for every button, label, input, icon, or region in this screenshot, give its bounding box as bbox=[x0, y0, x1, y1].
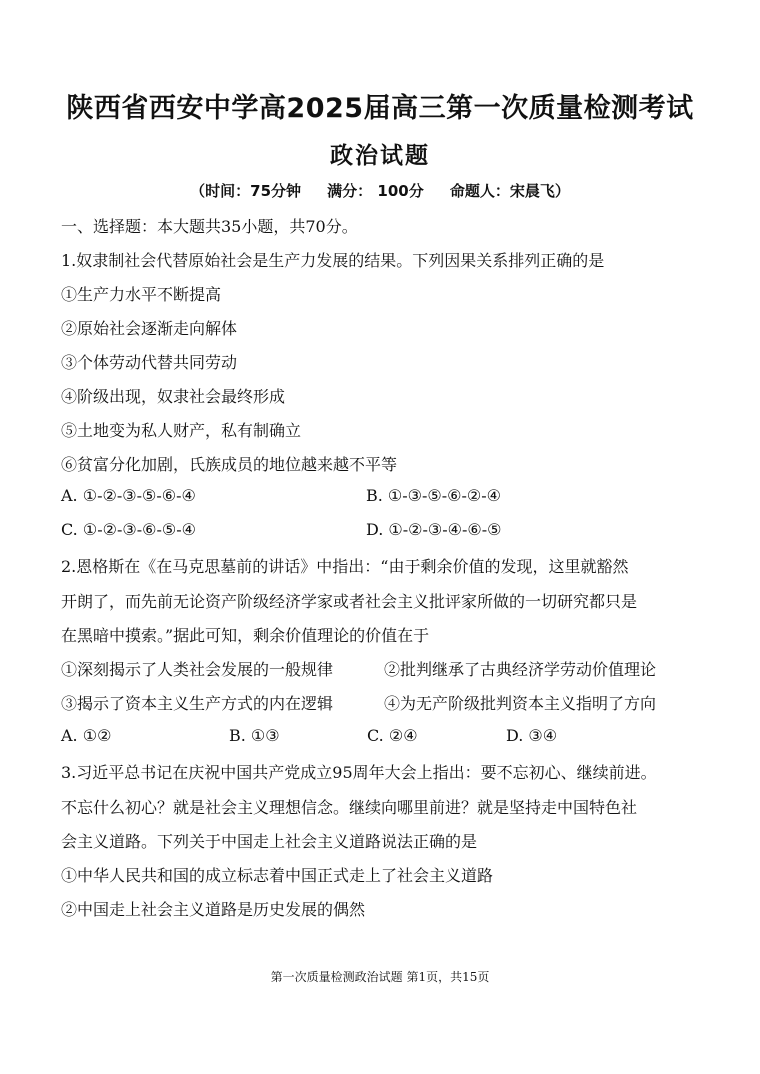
question-2-option-a: A. ①② bbox=[61, 726, 112, 745]
exam-title: 陕西省西安中学高2025届高三第一次质量检测考试 bbox=[66, 93, 694, 124]
exam-meta bbox=[0, 180, 760, 201]
question-1-item: ④阶级出现，奴隶社会最终形成 bbox=[61, 387, 286, 406]
question-1-stem: 1.奴隶制社会代替原始社会是生产力发展的结果。下列因果关系排列正确的是 bbox=[61, 251, 605, 270]
question-3-stem: 不忘什么初心？就是社会主义理想信念。继续向哪里前进？就是坚持走中国特色社 bbox=[61, 798, 638, 817]
exam-score: 满分： 100分 bbox=[327, 182, 424, 200]
exam-subtitle: 政治试题 bbox=[330, 143, 430, 169]
section-heading: 一、选择题：本大题共35小题，共70分。 bbox=[61, 217, 358, 236]
question-1-item: ⑤土地变为私人财产，私有制确立 bbox=[61, 421, 302, 440]
question-1-option-a: A. ①-②-③-⑤-⑥-④ bbox=[61, 486, 196, 505]
question-3-item: ②中国走上社会主义道路是历史发展的偶然 bbox=[61, 900, 366, 919]
question-1-item: ③个体劳动代替共同劳动 bbox=[61, 353, 238, 372]
question-2-item: ①深刻揭示了人类社会发展的一般规律 bbox=[61, 660, 334, 679]
question-1-item: ②原始社会逐渐走向解体 bbox=[61, 319, 238, 338]
question-2-option-d: D. ③④ bbox=[506, 726, 558, 745]
question-1-option-d: D. ①-②-③-④-⑥-⑤ bbox=[366, 520, 502, 539]
question-2-item: ②批判继承了古典经济学劳动价值理论 bbox=[384, 660, 657, 679]
question-2-stem: 开朗了，而先前无论资产阶级经济学家或者社会主义批评家所做的一切研究都只是 bbox=[61, 592, 638, 611]
question-3-item: ①中华人民共和国的成立标志着中国正式走上了社会主义道路 bbox=[61, 866, 494, 885]
question-2-item: ③揭示了资本主义生产方式的内在逻辑 bbox=[61, 694, 334, 713]
exam-author: 命题人：宋晨飞） bbox=[449, 182, 570, 200]
exam-time: （时间：75分钟 bbox=[190, 182, 302, 200]
question-3-stem: 会主义道路。下列关于中国走上社会主义道路说法正确的是 bbox=[61, 832, 478, 851]
question-1-option-b: B. ①-③-⑤-⑥-②-④ bbox=[366, 486, 502, 505]
question-1-item: ⑥贫富分化加剧，氏族成员的地位越来越不平等 bbox=[61, 455, 398, 474]
question-2-item: ④为无产阶级批判资本主义指明了方向 bbox=[384, 694, 657, 713]
question-2-stem: 在黑暗中摸索。”据此可知，剩余价值理论的价值在于 bbox=[61, 626, 430, 645]
question-2-stem: 2.恩格斯在《在马克思墓前的讲话》中指出：“由于剩余价值的发现，这里就豁然 bbox=[61, 557, 629, 576]
page-footer: 第一次质量检测政治试题 第1页，共15页 bbox=[270, 970, 490, 984]
question-1-item: ①生产力水平不断提高 bbox=[61, 285, 222, 304]
question-1-option-c: C. ①-②-③-⑥-⑤-④ bbox=[61, 520, 196, 539]
question-2-option-c: C. ②④ bbox=[367, 726, 418, 745]
question-2-option-b: B. ①③ bbox=[229, 726, 280, 745]
question-3-stem: 3.习近平总书记在庆祝中国共产党成立95周年大会上指出：要不忘初心、继续前进。 bbox=[61, 763, 657, 782]
